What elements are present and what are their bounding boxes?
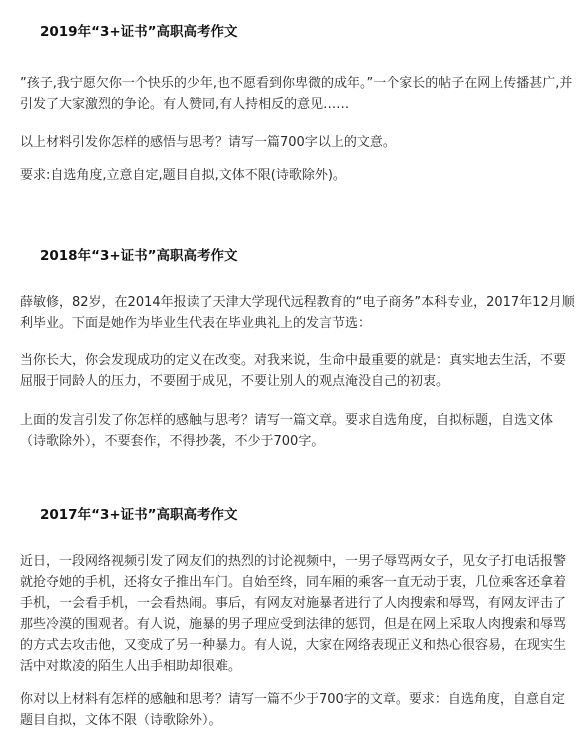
section-2019-paragraph-2: 以上材料引发你怎样的感悟与思考？请写一篇700字以上的文意。 (20, 135, 396, 150)
section-title-2018: 2018年“3+证书”高职高考作文 (40, 248, 238, 264)
section-2018-paragraph-2: 当你长大，你会发现成功的定义在改变。对我来说，生命中最重要的就是：真实地去生活，不要屈服于同龄人的压力，不要囿于成见，不要让别人的观点淹没自己的初衷。 (20, 353, 567, 389)
section-2018-paragraph-3: 上面的发言引发了你怎样的感触与思考？请写一篇文章。要求自选角度，自拟标题，自选文体（诗歌除外），不要套作，不得抄袭，不少于700字。 (20, 413, 554, 449)
section-2019-paragraph-3: 要求:自选角度,立意自定,题目自拟,文体不限(诗歌除外)。 (20, 168, 346, 183)
section-title-2017: 2017年“3+证书”高职高考作文 (40, 507, 238, 523)
section-2018-paragraph-1: 薛敏修，82岁，在2014年报读了天津大学现代远程教育的“电子商务”本科专业，2017年12月顺利毕业。下面是她作为毕业生代表在毕业典礼上的发言节选： (20, 295, 575, 331)
section-title-2019: 2019年“3+证书”高职高考作文 (40, 24, 238, 40)
section-2019-paragraph-1: ”孩子,我宁愿欠你一个快乐的少年,也不愿看到你卑微的成年。”一个家长的帖子在网上传播甚广,并引发了大家激烈的争论。有人赞同,有人持相反的意见…… (20, 76, 573, 112)
section-2017-paragraph-1: 近日，一段网络视频引发了网友们的热烈的讨论视频中，一男子辱骂两女子，见女子打电话报警就抢夺她的手机，还将女子推出车门。自始至终，同车厢的乘客一直无动于衷，几位乘客还拿着手机，一会看手机，一会看热闹。事后，有网友对施暴者进行了人肉搜索和辱骂，有网友评击了那些冷漠的围观者。有人说，施暴的男子理应受到法律的惩罚，但是在网上采取人肉搜索和辱骂的方式去攻击他，又变成了另一种暴力。有人说，大家在网络表现正义和热心很容易，在现实生活中对欺凌的陌生人出手相助却很难。 (20, 554, 567, 674)
section-2017-paragraph-2: 你对以上材料有怎样的感触和思考？请写一篇不少于700字的文章。要求：自选角度，自意自定题目自拟，文体不限（诗歌除外）。 (20, 692, 565, 728)
